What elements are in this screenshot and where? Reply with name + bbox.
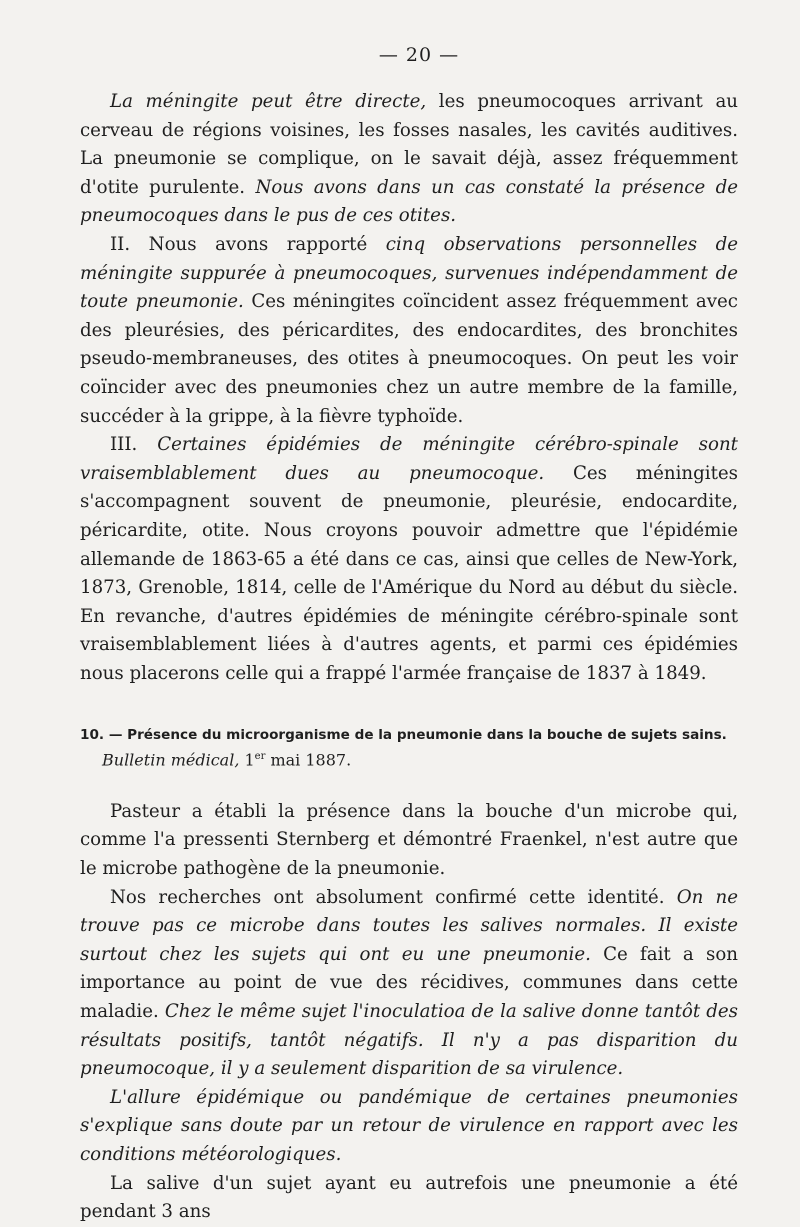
paragraph-section-ii — [80, 231, 738, 431]
paragraph-research — [80, 884, 738, 1084]
body-text: Ces méningites coïncident assez fréquemment avec des pleurésies, des péricardites, des endocardites, des bronchites pseudo-membraneuses, des otites à pneumocoques. On peut les voir coïncider avec des pneumonies chez un autre membre de la famille, succéder à la grippe, à la fièvre typhoïde. — [80, 291, 738, 427]
body-text: Nos recherches ont absolument confirmé cette identité. — [110, 886, 677, 908]
paragraph-pasteur: Pasteur a établi la présence dans la bouche d'un microbe qui, comme l'a pressenti Sternberg et démontré Fraenkel, n'est autre que le microbe pathogène de la pneumonie. — [80, 800, 738, 879]
page-number: — 20 — — [378, 44, 460, 66]
body-text: Ces méningites s'accompagnent souvent de pneumonie, pleurésie, endocardite, péricardite, otite. Nous croyons pouvoir admettre que l'épidémie allemande de 1863-65 a été dans ce cas, ainsi que celles de New-York, 1873, Grenoble, 1814, celle de l'Amérique du Nord au début du siècle. En revanche, d'autres épidémies de méningite cérébro-spinale sont vraisemblablement liées à d'autres agents, et parmi ces épidémies nous placerons celle qui a frappé l'armée française de 1837 à 1849. — [80, 462, 738, 684]
citation-line — [80, 746, 738, 771]
body-text: les pneumocoques arrivant au cerveau de régions voisines, les fosses nasales, les cavités auditives. La pneumonie se complique, on le savait déjà, assez fréquemment d'otite purulente. — [80, 91, 738, 198]
italic-phrase: Certaines épidémies de méningite cérébro-spinale sont vraisemblablement dues au pneumocoque. — [80, 434, 738, 484]
paragraph-epidemic — [80, 1084, 738, 1170]
italic-phrase: Chez le même sujet l'inoculatioa de la salive donne tantôt des résultats positifs, tantôt négatifs. Il n'y a pas disparition du pneumocoque, il y a seulement disparition de sa virulence. — [80, 1000, 738, 1080]
section-numeral: II. — [110, 233, 131, 255]
italic-phrase: Nous avons dans un cas constaté la présence de pneumocoques dans le pus de ces otites. — [80, 176, 739, 227]
italic-phrase: On ne trouve pas ce microbe dans toutes les salives normales. Il existe surtout chez les sujets qui ont eu une pneumonie. — [80, 886, 738, 965]
citation-journal: Bulletin médical, — [102, 750, 240, 770]
section-spacer — [80, 688, 738, 724]
body-text: Ce fait a son importance au point de vue des récidives, communes dans cette maladie. — [80, 943, 738, 1022]
citation-superscript: er — [254, 751, 266, 763]
italic-phrase: L'allure épidémique ou pandémique de certaines pneumonies s'explique sans doute par un retour de virulence en rapport avec les conditions météorologiques. — [80, 1086, 738, 1165]
section-spacer — [80, 772, 738, 798]
paragraph-section-iii — [80, 431, 738, 688]
italic-phrase: cinq observations personnelles de méningite suppurée à pneumocoques, survenues indépendamment de toute pneumonie. — [80, 233, 738, 313]
italic-phrase: La méningite peut être directe, — [110, 91, 427, 112]
body-text: Nous avons rapporté — [130, 233, 386, 255]
section-heading: 10. — Présence du microorganisme de la pneumonie dans la bouche de sujets sains. — [80, 727, 727, 744]
citation-day: 1 — [239, 750, 255, 770]
paragraph-meningitis-direct — [80, 88, 738, 231]
citation-date: mai 1887. — [265, 750, 352, 770]
paragraph-saliva: La salive d'un sujet ayant eu autrefois une pneumonie a été pendant 3 ans — [80, 1172, 738, 1223]
section-numeral: III. — [110, 434, 138, 456]
